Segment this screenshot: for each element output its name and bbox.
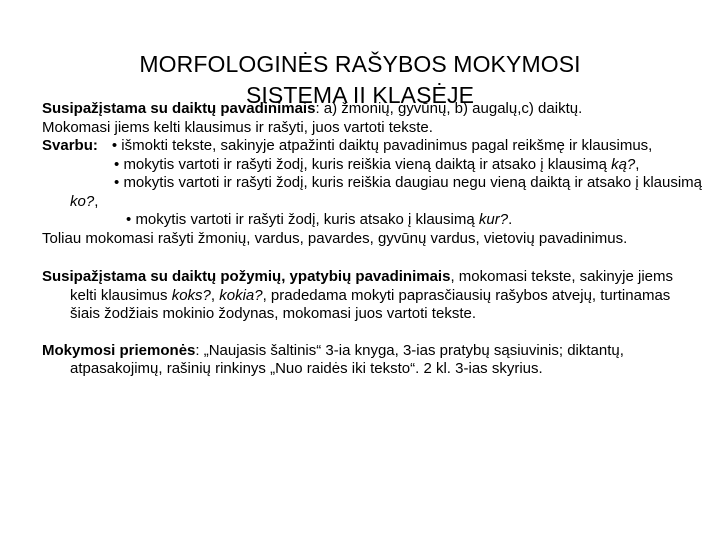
bold-heading-nouns: Susipažįstama su daiktų pavadinimais <box>42 100 316 117</box>
text-materials: : „Naujasis šaltinis“ 3-ia knyga, 3-ias pratybų sąsiuvinis; diktantų, atpasakojimų, rašinių rinkinys „Nuo raidės iki teksto“. 2 kl. 3-ias skyrius. <box>70 341 624 377</box>
text-noun-groups: : a) žmonių, gyvūnų, b) augalų,c) daiktų. <box>315 100 583 117</box>
text-bullet-ka: mokytis vartoti ir rašyti žodį, kuris reiškia vieną daiktą ir atsako į klausimą <box>123 155 612 173</box>
spacer <box>42 248 702 268</box>
question-ko: ko? <box>70 192 95 210</box>
text-bullet-kur: mokytis vartoti ir rašyti žodį, kuris atsako į klausimą <box>135 211 479 228</box>
text-adjectives-2: , pradedama mokyti paprasčiausių rašybos atvejų, turtinamas šiais žodžiais mokinio žodynas, mokomasi juos vartoti tekste. <box>70 286 671 322</box>
punct: , <box>94 192 99 210</box>
paragraph-intro-nouns <box>42 100 702 119</box>
bold-heading-materials: Mokymosi priemonės <box>42 341 196 359</box>
bullet-icon: • <box>126 211 132 228</box>
bullet-icon: • <box>111 137 118 154</box>
question-ka: ką? <box>611 155 636 173</box>
spacer <box>42 324 702 342</box>
text-bullet-ko: mokytis vartoti ir rašyti žodį, kuris reiškia daugiau negu vieną daiktą ir atsako į klausimą <box>123 174 703 191</box>
paragraph-adjectives <box>42 268 702 324</box>
punct: , <box>210 286 220 304</box>
bullet-icon: • <box>114 174 120 191</box>
question-kokia: kokia? <box>219 286 263 304</box>
paragraph-names: Toliau mokomasi rašyti žmonių, vardus, pavardes, gyvūnų vardus, vietovių pavadinimus. <box>42 229 628 247</box>
bold-heading-adjectives: Susipažįstama su daiktų požymių, ypatybių pavadinimais <box>42 268 451 285</box>
slide-body <box>42 100 702 379</box>
text-adjectives-1: , mokomasi tekste, sakinyje jiems kelti klausimus <box>70 268 674 304</box>
punct: . <box>508 211 513 228</box>
paragraph-questions: Mokomasi jiems kelti klausimus ir rašyti, juos vartoti tekste. <box>42 118 433 136</box>
title-line-2: SISTEMA II KLASĖJE <box>245 82 475 109</box>
bullet-icon: • <box>114 155 120 173</box>
question-koks: koks? <box>171 286 211 304</box>
punct: , <box>635 155 640 173</box>
paragraph-bullet-ka <box>42 156 702 175</box>
label-important: Svarbu: <box>42 137 98 154</box>
paragraph-bullet-kur <box>42 211 702 230</box>
title-line-1: MORFOLOGINĖS RAŠYBOS MOKYMOSI <box>139 51 581 78</box>
paragraph-bullet-ko <box>42 174 702 211</box>
paragraph-materials <box>42 342 702 379</box>
question-kur: kur? <box>478 211 509 228</box>
text-important-1: išmokti tekste, sakinyje atpažinti daiktų pavadinimus pagal reikšmę ir klausimus, <box>121 137 653 154</box>
paragraph-important <box>42 137 702 156</box>
